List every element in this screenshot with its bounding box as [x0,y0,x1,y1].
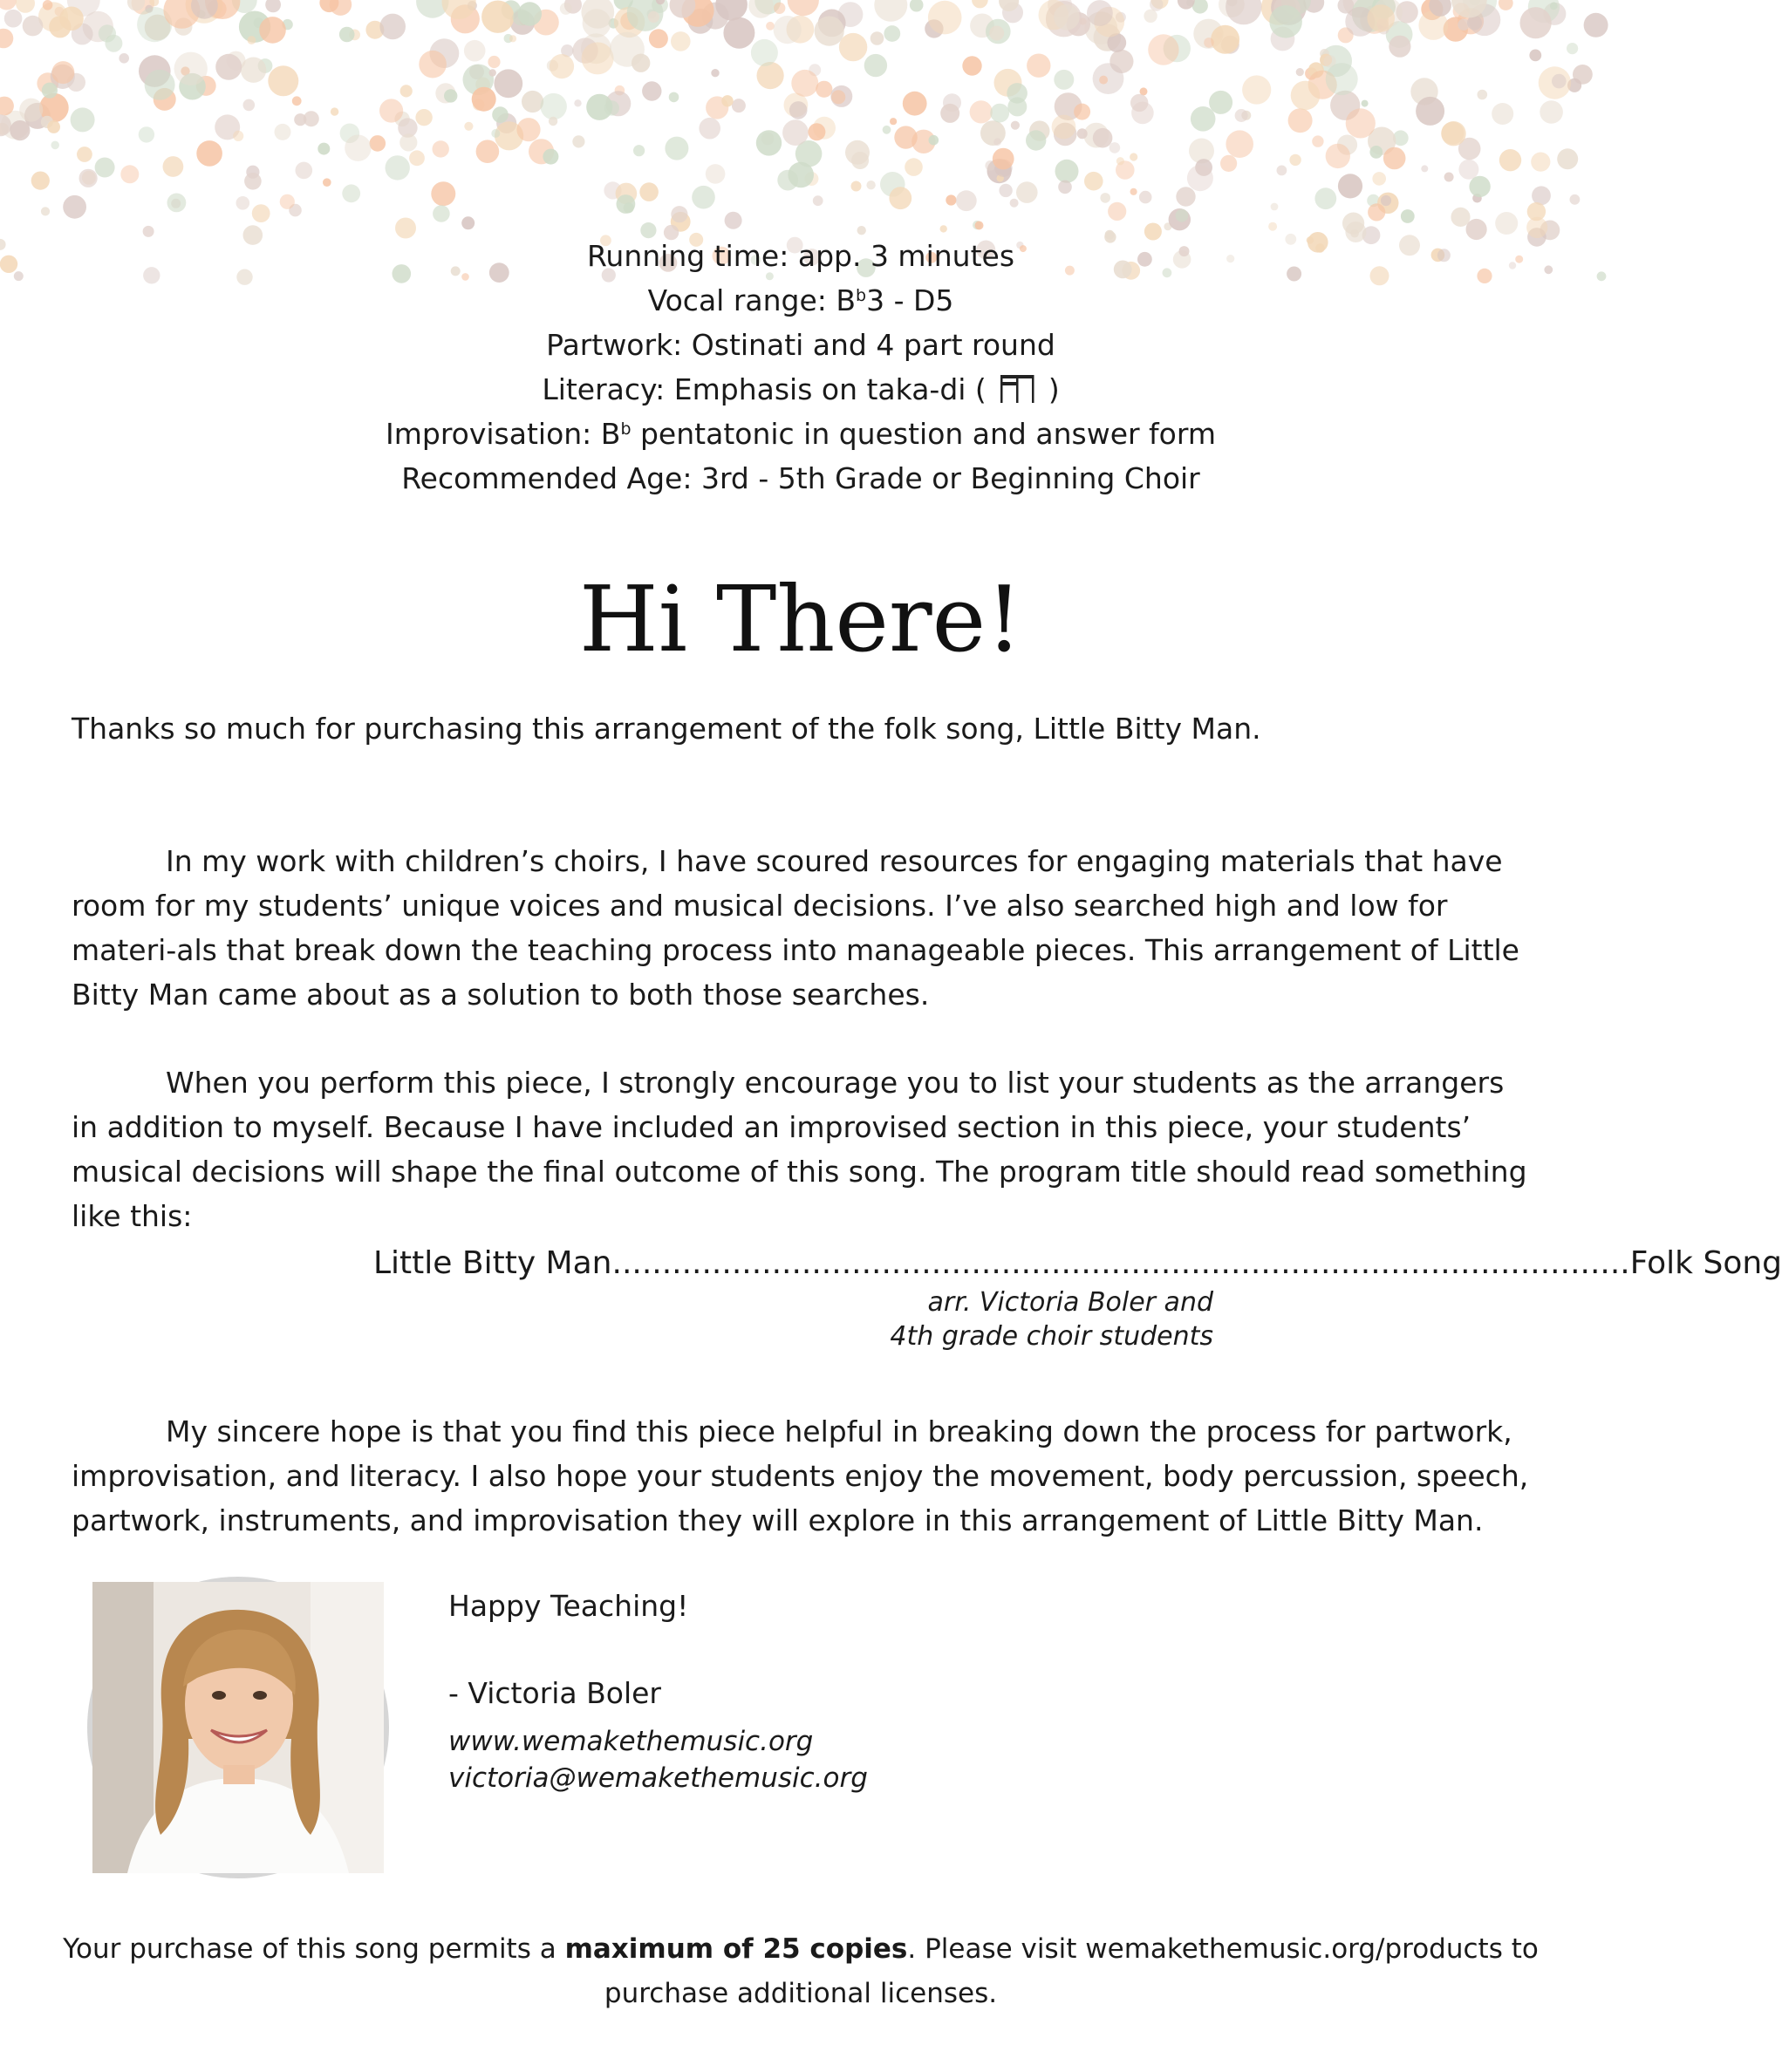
confetti-dot [1130,153,1137,160]
confetti-dot [1058,181,1072,194]
confetti-dot [777,170,798,191]
confetti-dot [1401,209,1415,223]
confetti-dot [71,107,95,132]
confetti-dot [1288,108,1313,133]
confetti-dot [928,1,962,35]
confetti-dot [4,10,23,28]
confetti-dot [711,69,719,77]
confetti-dot [370,135,386,152]
confetti-dot [461,216,475,229]
confetti-dot [0,0,17,10]
confetti-dot [1557,148,1578,169]
song-specs [0,234,1601,501]
confetti-dot [1346,108,1376,138]
confetti-dot [1532,186,1551,205]
confetti-dot [489,69,496,76]
confetti-dot [1368,203,1385,221]
confetti-dot [1010,199,1019,208]
confetti-dot [1093,128,1113,148]
confetti-dot [639,182,659,201]
confetti-dot [31,172,50,190]
confetti-dot [1269,5,1302,38]
recommended-age: Recommended Age: 3rd - 5th Grade or Beginning Choir [401,461,1200,495]
confetti-dot [509,35,516,42]
confetti-dot [1187,165,1213,191]
confetti-dot [782,119,809,146]
confetti-dot [871,31,884,45]
confetti-dot [292,96,302,106]
confetti-dot [648,11,659,23]
confetti-dot [1540,100,1563,124]
confetti-dot [940,225,947,232]
confetti-dot [574,99,581,106]
confetti-dot [1444,173,1454,182]
confetti-dot [1291,81,1321,111]
confetti-dot [1271,203,1279,211]
copy-limit: maximum of 25 copies [564,1933,908,1965]
confetti-dot [167,194,187,213]
confetti-dot [1144,10,1157,23]
confetti-dot [1369,146,1383,159]
confetti-dot [1226,130,1253,158]
confetti-dot [1296,68,1304,76]
confetti-dot [77,147,92,162]
confetti-dot [41,207,50,215]
confetti-dot [1531,153,1550,172]
confetti-dot [890,118,897,125]
program-credit-line-1: arr. Victoria Boler and [927,1287,1213,1318]
confetti-dot [494,69,522,98]
confetti-dot [1451,208,1470,227]
confetti-dot [560,3,572,15]
confetti-dot [993,138,1001,146]
confetti-dot [550,54,574,78]
confetti-dot [774,3,785,14]
confetti-dot [929,135,939,146]
confetti-dot [549,117,557,126]
confetti-dot [431,181,455,206]
confetti-dot [196,140,222,167]
confetti-dot [1492,103,1513,125]
confetti-dot [1326,144,1350,168]
confetti-dot [788,0,819,16]
confetti-dot [379,99,403,122]
paragraph-1: In my work with children’s choirs, I have scoured resources for engaging materials that have room for my students’ unique voices and musical decisions. I’ve also searched high and low for materi-als that break down the teaching process into manageable pieces. This arrangement of Little Bitty Man came about as a solution to both those searches. [72,844,1519,1012]
confetti-dot [1074,104,1090,120]
confetti-dot [323,178,331,187]
closing-text: Happy Teaching! [448,1589,689,1623]
confetti-dot [215,54,242,80]
confetti-dot [491,129,500,138]
confetti-dot [1520,7,1552,38]
confetti-dot [1077,128,1088,139]
confetti-dot [513,9,529,25]
confetti-dot [1093,63,1124,94]
confetti-dot [419,51,447,78]
confetti-dot [699,118,720,140]
confetti-dot [1109,142,1121,153]
website-link[interactable]: www.wemakethemusic.org [448,1726,814,1757]
confetti-dot [342,184,360,202]
confetti-dot [522,91,543,112]
confetti-dot [993,148,1014,170]
confetti-dot [721,95,733,106]
confetti-dot [671,31,691,51]
confetti-dot [732,99,746,112]
confetti-dot [1191,106,1216,132]
confetti-dot [1211,25,1239,54]
confetti-dot [433,205,450,222]
confetti-dot [296,162,313,180]
confetti-dot [268,65,298,96]
confetti-dot [999,184,1012,197]
confetti-dot [1277,166,1287,176]
confetti-dot [444,89,457,102]
confetti-dot [757,62,784,89]
confetti-dot [1007,97,1027,116]
confetti-dot [774,16,802,44]
confetti-dot [409,150,425,166]
confetti-dot [275,124,291,140]
confetti-dot [766,22,775,31]
confetti-dot [1499,0,1513,10]
confetti-dot [1130,188,1137,195]
confetti-dot [492,106,509,123]
confetti-dot [19,99,43,122]
confetti-dot [980,120,1006,146]
confetti-dot [543,149,558,165]
confetti-dot [1131,102,1154,125]
confetti-dot [163,156,184,177]
confetti-dot [330,0,352,16]
running-time: Running time: app. 3 minutes [586,239,1015,273]
confetti-dot [1268,222,1277,231]
confetti-dot [990,104,1009,123]
confetti-dot [516,118,540,141]
confetti-dot [671,206,687,222]
confetti-dot [1458,160,1478,180]
confetti-dot [476,140,500,163]
confetti-dot [265,0,281,12]
confetti-dot [617,194,636,214]
author-portrait-illustration [92,1582,384,1873]
flat-sign: b [856,286,867,305]
confetti-dot [610,32,645,67]
confetti-dot [1570,194,1581,205]
confetti-dot [1011,121,1020,130]
confetti-dot [63,195,86,219]
confetti-dot [10,120,30,140]
confetti-dot [989,26,1004,41]
confetti-dot [889,187,911,209]
confetti-dot [252,204,270,222]
confetti-dot [894,126,917,148]
confetti-dot [756,130,782,155]
taka-di-rhythm-icon [995,373,1039,405]
confetti-dot [1204,37,1214,48]
confetti-dot [1055,160,1079,183]
partwork: Partwork: Ostinati and 4 part round [546,328,1055,362]
confetti-dot [1099,76,1108,85]
confetti-dot [1100,193,1110,203]
confetti-dot [1052,115,1076,140]
confetti-dot [1478,90,1488,100]
confetti-dot [972,0,988,8]
confetti-dot [1116,157,1124,165]
confetti-dot [42,83,58,99]
confetti-dot [145,70,175,100]
confetti-dot [723,17,754,49]
confetti-dot [1499,149,1521,171]
confetti-dot [1108,202,1126,221]
confetti-dot [1416,97,1444,126]
license-footer: Your purchase of this song permits a maximum of 25 copies. Please visit wemakethemusic.org/products to purchase additional licenses. [63,1933,1539,2009]
confetti-dot [808,123,825,140]
confetti-dot [1148,34,1178,65]
program-credit-line-2: 4th grade choir students [890,1321,1213,1352]
confetti-dot [946,194,956,205]
author-name: - Victoria Boler [448,1676,662,1710]
improvisation: Improvisation: $B^b$ pentatonic in question and answer form [386,417,1216,451]
paragraph-2: When you perform this piece, I strongly encourage you to list your students as the arrangers in addition to myself. Because I have included an improvised section in this piece, your students’ musical decisions will shape the final outcome of this song. The program title should read something like this: [72,1066,1527,1233]
confetti-dot [1326,63,1358,95]
program-listing [373,1242,1782,1353]
confetti-dot [962,56,981,75]
confetti-dot [1054,70,1074,90]
confetti-dot [1178,0,1195,10]
confetti-dot [386,155,410,180]
confetti-dot [317,143,330,155]
confetti-dot [244,173,262,190]
confetti-dot [481,1,514,33]
confetti-dot [79,169,98,187]
confetti-dot [1367,4,1395,32]
confetti-dot [1087,0,1113,26]
program-song-title: Little Bitty Man [373,1245,612,1281]
confetti-dot [415,109,432,126]
confetti-dot [174,52,208,85]
confetti-dot [51,141,59,150]
confetti-dot [99,24,116,42]
confetti-dot [400,85,413,97]
confetti-dot [1469,176,1490,197]
confetti-dot [259,17,286,44]
literacy: Literacy: Emphasis on taka-di ( ) [542,372,1060,406]
confetti-dot [1421,165,1428,172]
confetti-dot [1084,172,1103,191]
dot-leader: ...................................................................................................... [611,1245,1630,1281]
confetti-dot [706,164,726,184]
confetti-dot [1381,195,1391,206]
flat-sign: b [620,419,632,439]
confetti-dot [956,190,977,211]
confetti-dot [339,27,355,43]
confetti-dot [633,145,645,156]
author-avatar [87,1577,389,1878]
confetti-dot [789,101,808,119]
confetti-dot [304,111,319,126]
confetti-dot [0,29,13,49]
confetti-dot [692,186,715,209]
confetti-dot [1441,121,1465,146]
confetti-dot [139,126,154,142]
confetti-dot [1372,172,1386,186]
confetti-dot [1026,130,1046,150]
confetti-dot [866,181,875,189]
confetti-dot [1209,91,1232,114]
confetti-dot [582,42,614,74]
confetti-dot [1242,75,1271,104]
confetti-dot [1289,154,1301,166]
confetti-dot [1389,36,1410,58]
confetti-dot [433,140,449,157]
confetti-dot [831,90,845,104]
confetti-dot [119,53,129,64]
vocal-range: Vocal range: $B^b3 - D5$ [647,283,954,317]
confetti-dot [95,158,115,178]
confetti-dot [331,107,338,115]
confetti-dot [883,126,891,134]
confetti-dot [1362,100,1369,107]
confetti-dot [1176,187,1195,206]
confetti-dot [379,14,406,40]
confetti-dot [464,40,486,62]
confetti-dot [1584,13,1608,37]
confetti-dot [665,137,688,160]
confetti-dot [864,54,887,77]
confetti-dot [1383,147,1406,170]
confetti-dot [839,33,867,61]
confetti-dot [725,212,742,229]
confetti-dot [748,0,774,18]
confetti-dot [1338,174,1362,198]
paragraph-3: My sincere hope is that you find this piece helpful in breaking down the process for partwork, improvisation, and literacy. I also hope your students enjoy the movement, body percussion, speech, partwork, instruments, and improvisation they will explore in this arrangement of Little Bitty Man. [72,1414,1529,1537]
thanks-text: Thanks so much for purchasing this arrangement of the folk song, Little Bitty Man. [72,712,1261,746]
confetti-dot [604,100,619,115]
confetti-dot [851,152,869,169]
confetti-dot [1226,0,1261,24]
confetti-dot [399,133,417,151]
confetti-dot [851,181,862,192]
confetti-dot [642,81,661,100]
confetti-dot [1176,209,1189,222]
confetti-dot [541,93,567,119]
confetti-dot [940,104,959,123]
confetti-dot [243,99,256,112]
confetti-dot [1314,187,1336,209]
confetti-dot [975,222,984,230]
confetti-dot [120,165,139,183]
confetti-dot [1016,181,1038,203]
confetti-dot [1027,53,1050,77]
confetti-dot [1054,4,1080,31]
confetti-dot [583,9,611,37]
confetti-dot [464,122,473,131]
confetti-dot [813,195,823,206]
confetti-dot [905,158,923,176]
confetti-dot [43,0,53,10]
confetti-dot [649,29,668,48]
confetti-dot [1550,2,1558,10]
confetti-dot [815,16,844,45]
confetti-dot [345,135,371,161]
confetti-dot [1552,74,1567,89]
confetti-dot [51,61,74,84]
confetti-dot [874,0,907,22]
program-genre: Folk Song [1629,1245,1782,1281]
confetti-dot [1312,135,1323,147]
confetti-dot [47,120,60,133]
confetti-dot [280,194,295,209]
confetti-dot [572,135,584,147]
confetti-dot [1529,50,1541,62]
confetti-dot [16,0,35,13]
confetti-dot [1220,155,1237,172]
confetti-dot [1235,109,1248,122]
confetti-dot [233,131,243,141]
confetti-dot [1567,43,1578,54]
confetti-dot [488,56,500,68]
confetti-dot [910,0,924,12]
confetti-dot [751,39,778,66]
confetti-dot [903,92,927,116]
confetti-dot [970,100,993,123]
confetti-dot [248,36,256,44]
confetti-dot [472,87,496,112]
confetti-dot [791,70,818,97]
confetti-dot [236,196,250,210]
confetti-dot [1495,212,1518,235]
confetti-dot [23,16,44,37]
page-title: Hi There! [579,566,1022,672]
confetti-dot [669,92,679,103]
confetti-dot [49,16,71,37]
confetti-dot [884,25,900,42]
email-link[interactable]: victoria@wemakethemusic.org [448,1762,868,1794]
confetti-dot [1139,191,1152,204]
